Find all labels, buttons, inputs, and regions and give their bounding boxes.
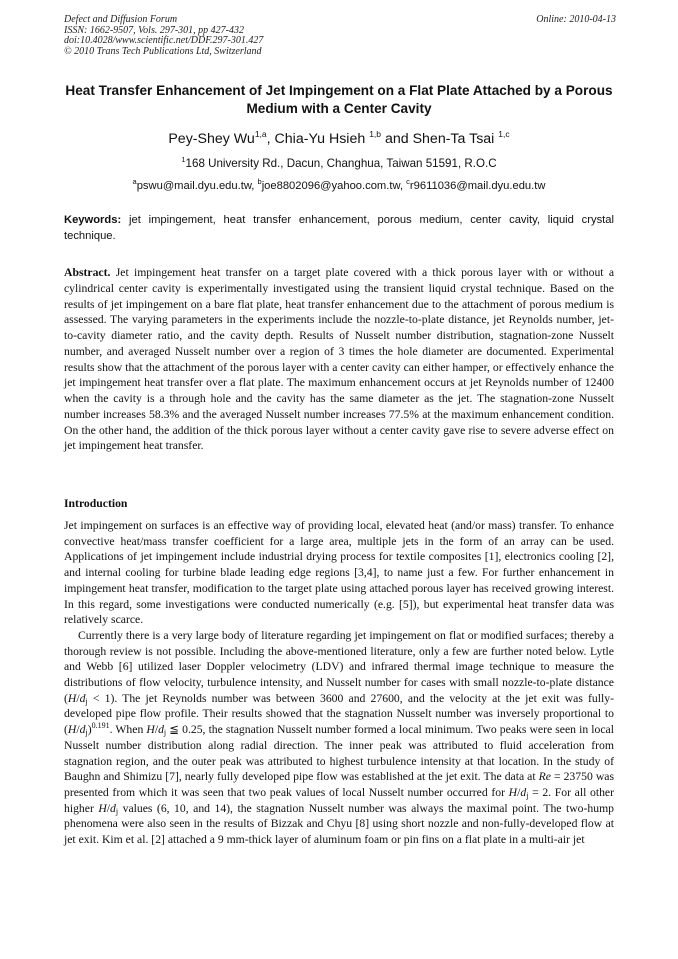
author-separator: and [381, 131, 413, 147]
math-subscript: j [163, 728, 167, 738]
email-list: $^a$pswu@mail.dyu.edu.tw, $^b$joe8802096@yahoo.com.tw, $^c$r9611036@mail.dyu.edu.tw [132, 177, 546, 192]
math-op: / [154, 723, 159, 737]
keywords [64, 213, 614, 244]
email-address: r9611036@mail.dyu.edu.tw [409, 180, 546, 192]
author-superscript: 1,c [498, 129, 510, 139]
abstract-label: Abstract. [64, 266, 111, 279]
section-heading-introduction: Introduction [64, 497, 128, 510]
online-date: Online: 2010-04-13 [536, 14, 616, 25]
email-superscript: a [132, 177, 137, 186]
math-op: / [76, 723, 80, 737]
math-var: d [520, 785, 527, 799]
math-var: H [508, 785, 518, 799]
author-list [40, 130, 638, 148]
journal-doi: doi:10.4028/www.scientific.net/DDF.297-301.427 [64, 35, 264, 47]
keywords-label: Keywords: [64, 214, 122, 226]
email-address: joe8802096@yahoo.com.tw [261, 180, 400, 192]
math-var: d [158, 723, 164, 737]
math-var: d [79, 691, 86, 705]
text-run: . When [109, 723, 147, 737]
math-subscript: j [526, 790, 529, 800]
paper-title: Heat Transfer Enhancement of Jet Impingement on a Flat Plate Attached by a Porous Medium with a Center Cavity [65, 83, 613, 116]
math-var: d [79, 723, 86, 737]
paragraph: Jet impingement on surfaces is an effective way of providing local, elevated heat (and/or mass) transfer. To enhance convective heat/mass transfer coefficient for a large area, multiple jets in the form of an array can be used. Applications of jet impingement include industrial drying process for textile composites [1], electronics cooling [2], and internal cooling for turbine blade leading edge regions [3,4], to name just a few. For further enhancement in impingement heat transfer, modification to the target plate using attached porous layer has received growing interest. In this regard, some investigations were conducted numerically (e.g. [5]), but experimental heat transfer data was relatively scarce. [64, 519, 614, 627]
abstract [64, 265, 614, 454]
journal-header [64, 15, 616, 57]
affiliation-superscript: 1 [181, 155, 186, 164]
math-exponent: 0.191 [91, 721, 110, 731]
text-run: = 2. For all other higher [64, 785, 614, 815]
journal-copyright: © 2010 Trans Tech Publications Ltd, Switzerland [64, 45, 262, 57]
abstract-text: Jet impingement heat transfer on a target plate covered with a thick porous layer with or without a cylindrical center cavity is experimentally investigated using the transient liquid crystal technique. Based on the results of jet impingement on a bare flat plate, heat transfer enhancement due to the attachment of porous medium is assessed. The varying parameters in the experiments include the nozzle-to-plate distance, jet Reynolds number, jet-to-cavity diameter ratio, and the cavity depth. Results of Nusselt number distribution, stagnation-zone Nusselt number, and averaged Nusselt number over a region of 3 times the hole diameter are documented. Experimental results show that the attachment of the porous layer with a center cavity can either hamper, or effectively enhance the jet impingement heat transfer over a flat plate. The maximum enhancement occurs at jet Reynolds number of 12400 when the cavity is a through hole and the cavity has the same diameter as the jet. The stagnation-zone Nusselt number increases 58.3% and the averaged Nusselt number increases 77.5% at the maximum enhancement condition. On the other hand, the addition of the thick porous layer without a center cavity gave rise to severe adverse effect on jet impingement heat transfer. [64, 266, 615, 453]
math-op: ) [87, 723, 92, 737]
math-subscript: j [85, 696, 88, 706]
email-superscript: c [406, 177, 410, 186]
math-op: / [106, 801, 111, 815]
math-op: / [76, 691, 80, 705]
math-var: H [67, 723, 77, 737]
math-subscript: j [115, 806, 119, 816]
math-subscript: j [85, 728, 88, 738]
email-address: pswu@mail.dyu.edu.tw [136, 180, 252, 192]
math-var: Re [538, 770, 551, 784]
keywords-text: jet impingement, heat transfer enhancement, porous medium, center cavity, liquid crystal technique. [64, 214, 614, 242]
email-superscript: b [257, 177, 262, 186]
math-var: H [146, 723, 155, 737]
text-run: Currently there is a very large body of literature regarding jet impingement on flat or modified surfaces; thereby a thorough review is not possible. Including the above-mentioned literature, only a few are further noted below. Lytle and Webb [6] utilized laser Doppler velocimetry (LDV) and infrared thermal image technique to measure the distributions of flow velocity, turbulence intensity, and Nusselt number for cases with small nozzle-to-plate distance ( [64, 628, 614, 705]
author-name: Chia-Yu Hsieh [274, 131, 366, 147]
text-run: values (6, 10, and 14), the stagnation Nusselt number was always the maximal point. The two-hump phenomena were also seen in the results of Bizzak and Chyu [8] using short nozzle and non-fully-developed flow at jet exit. Kim et al. [2] attached a 9 mm-thick layer of aluminum foam or pin fins on a flat plate in a multi-air jet [64, 801, 615, 847]
journal-issn: ISSN: 1662-9507, Vols. 297-301, pp 427-432 [64, 24, 244, 36]
author-superscript: 1,a [254, 129, 267, 139]
text-run: < 1). The jet Reynolds number was between 3600 and 27600, and the velocity at the jet exit was fully-developed pipe flow profile. Their results showed that the stagnation Nusselt number was inversely proportional to ( [64, 691, 614, 737]
journal-name: Defect and Diffusion Forum [64, 14, 178, 25]
math-op: / [517, 785, 521, 799]
author-name: Shen-Ta Tsai [412, 131, 495, 147]
paragraph [64, 628, 614, 848]
author-superscript: 1,b [369, 129, 382, 139]
text-run: = 23750 was presented from which it was seen that two peak values of local Nusselt number occurred for [64, 770, 614, 799]
affiliation [40, 156, 638, 172]
text-run: ≦ 0.25, the stagnation Nusselt number formed a local minimum. Two peaks were seen in local Nusselt number distribution along radial direction. The inner peak was attributed to fluid acceleration from stagnation region, and the outer peak was attributed to highest turbulence intensity at that location. In the study of Baughn and Shimizu [7], nearly fully developed pipe flow was established at the jet exit. The data at [64, 723, 614, 784]
affiliation-text: 168 University Rd., Dacun, Changhua, Taiwan 51591, R.O.C [185, 157, 497, 170]
introduction-body [64, 518, 614, 848]
math-var: H [67, 691, 77, 705]
author-name: Pey-Shey Wu [168, 131, 255, 147]
author-separator: , [266, 131, 275, 147]
math-var: H [98, 801, 107, 815]
math-var: d [110, 801, 116, 815]
